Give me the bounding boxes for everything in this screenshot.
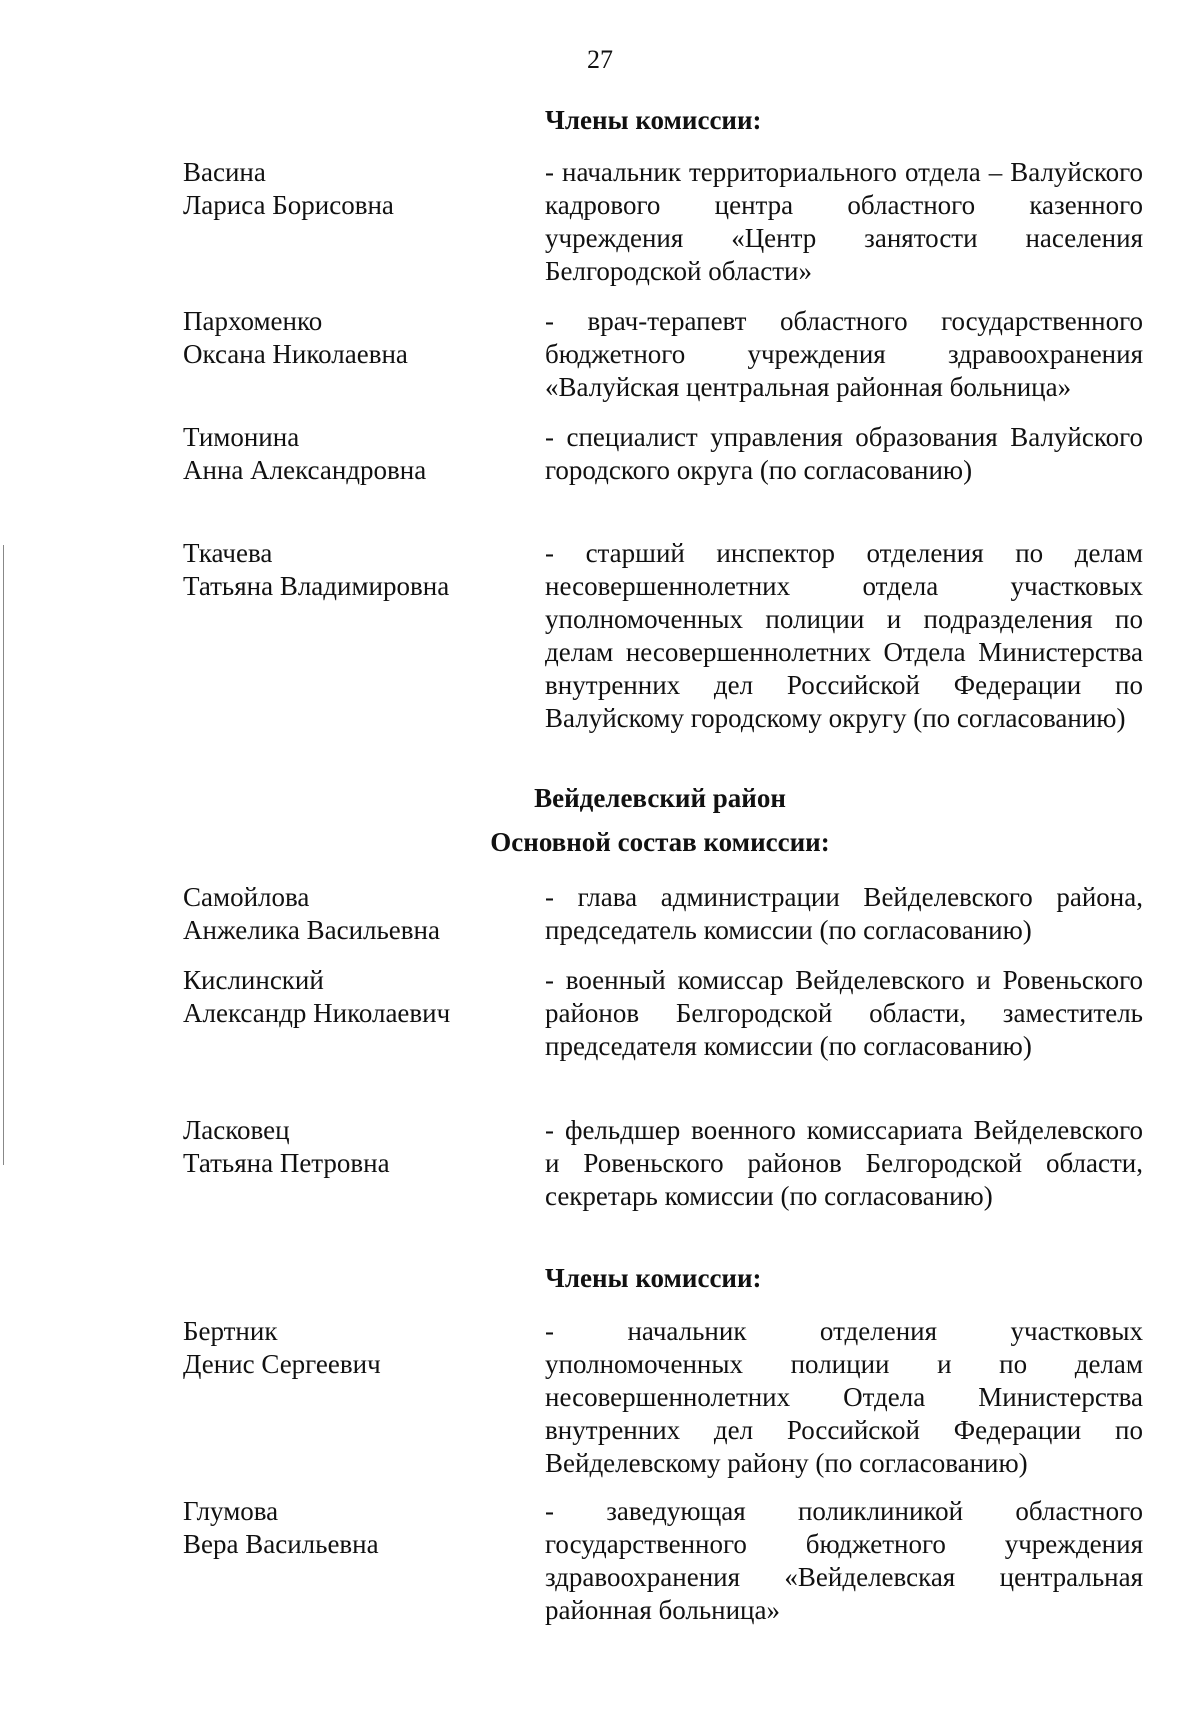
position-description: - начальник отделения участковых уполномоченных полиции и по делам несовершеннолетних Отдела Министерства внутренних дел Российской Федерации по Вейделевскому району (по согласованию) [545, 1316, 1143, 1478]
position-description: - старший инспектор отделения по делам несовершеннолетних отдела участковых уполномоченных полиции и подразделения по делам несовершеннолетних Отдела Министерства внутренних дел Российской Федерации по Валуйскому городскому округу (по согласованию) [545, 538, 1143, 733]
position-description: - глава администрации Вейделевского района, председатель комиссии (по согласованию) [545, 882, 1143, 945]
members-heading: Члены комиссии: [545, 1263, 762, 1293]
given-names: Александр Николаевич [183, 998, 451, 1028]
surname: Тимонина [183, 422, 300, 452]
person-name [183, 1114, 513, 1180]
person-name [183, 421, 513, 487]
surname: Ласковец [183, 1115, 290, 1145]
position-description: - военный комиссар Вейделевского и Ровеньского районов Белгородской области, заместитель председателя комиссии (по согласованию) [545, 965, 1143, 1061]
position-description: - фельдшер военного комиссариата Вейделевского и Ровеньского районов Белгородской области, секретарь комиссии (по согласованию) [545, 1115, 1143, 1211]
given-names: Вера Васильевна [183, 1529, 379, 1559]
person-name [183, 881, 513, 947]
given-names: Анжелика Васильевна [183, 915, 440, 945]
surname: Самойлова [183, 882, 310, 912]
given-names: Татьяна Петровна [183, 1148, 390, 1178]
surname: Васина [183, 157, 266, 187]
given-names: Денис Сергеевич [183, 1349, 381, 1379]
given-names: Оксана Николаевна [183, 339, 408, 369]
page-number: 27 [587, 45, 613, 74]
surname: Бертник [183, 1316, 278, 1346]
district-heading: Вейделевский район [534, 783, 786, 813]
person-name [183, 1495, 513, 1561]
given-names: Анна Александровна [183, 455, 427, 485]
person-name [183, 964, 513, 1030]
given-names: Татьяна Владимировна [183, 571, 450, 601]
position-description: - врач-терапевт областного государственного бюджетного учреждения здравоохранения «Валуйская центральная районная больница» [545, 306, 1143, 402]
person-name [183, 1315, 513, 1381]
person-name [183, 537, 513, 603]
surname: Ткачева [183, 538, 273, 568]
position-description: - заведующая поликлиникой областного государственного бюджетного учреждения здравоохранения «Вейделевская центральная районная больница» [545, 1496, 1143, 1625]
surname: Глумова [183, 1496, 279, 1526]
surname: Пархоменко [183, 306, 323, 336]
members-heading: Члены комиссии: [545, 105, 762, 135]
main-composition-heading: Основной состав комиссии: [490, 827, 830, 857]
given-names: Лариса Борисовна [183, 190, 394, 220]
position-description: - начальник территориального отдела – Валуйского кадрового центра областного казенного учреждения «Центр занятости населения Белгородской области» [545, 157, 1143, 286]
surname: Кислинский [183, 965, 324, 995]
position-description: - специалист управления образования Валуйского городского округа (по согласованию) [545, 422, 1143, 485]
person-name [183, 305, 513, 371]
person-name [183, 156, 513, 222]
